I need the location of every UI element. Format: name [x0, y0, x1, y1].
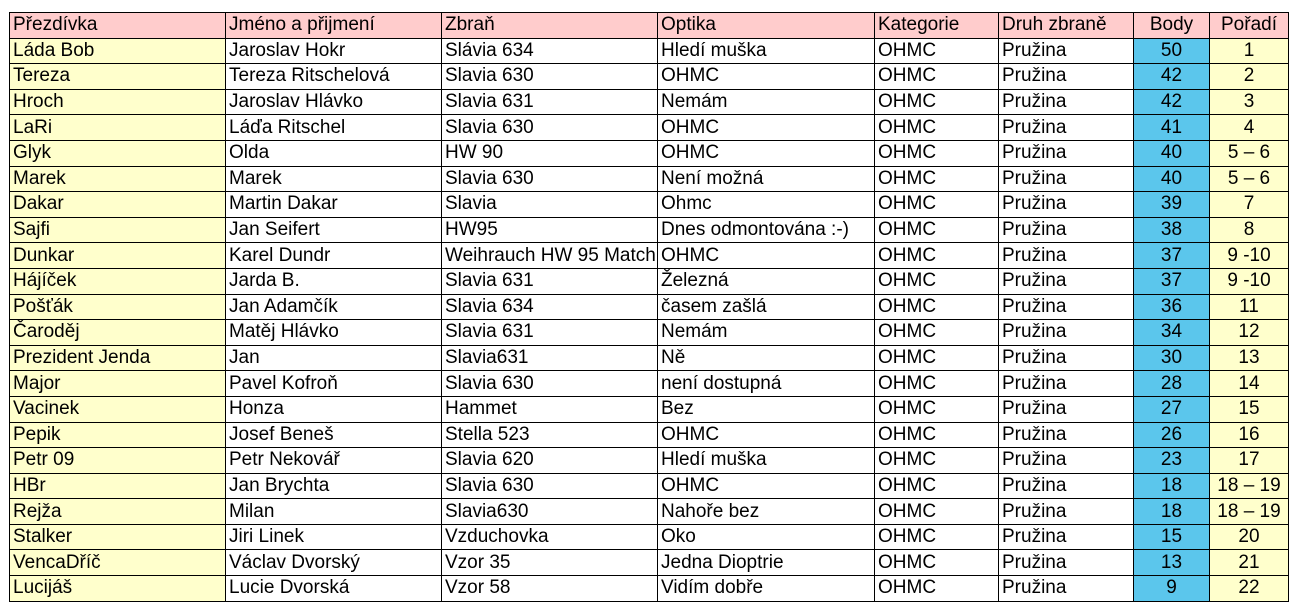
- cell-rank: 3: [1210, 89, 1289, 115]
- cell-category: OHMC: [875, 166, 999, 192]
- table-row: [10, 320, 1289, 346]
- cell-optics: Nahoře bez: [658, 499, 875, 525]
- cell-optics: OHMC: [658, 473, 875, 499]
- cell-nickname: Prezident Jenda: [10, 345, 226, 371]
- cell-weapon-type: Pružina: [999, 448, 1134, 474]
- cell-nickname: Láda Bob: [10, 38, 226, 64]
- table-row: [10, 192, 1289, 218]
- cell-rank: 5 – 6: [1210, 140, 1289, 166]
- table-row: [10, 140, 1289, 166]
- cell-nickname: Dunkar: [10, 243, 226, 269]
- cell-category: OHMC: [875, 345, 999, 371]
- cell-points: 40: [1134, 140, 1210, 166]
- table-body: [10, 38, 1289, 601]
- cell-category: OHMC: [875, 320, 999, 346]
- cell-category: OHMC: [875, 115, 999, 141]
- cell-optics: Vidím dobře: [658, 576, 875, 602]
- cell-rank: 18 – 19: [1210, 473, 1289, 499]
- cell-category: OHMC: [875, 217, 999, 243]
- cell-points: 13: [1134, 550, 1210, 576]
- cell-name: Milan: [226, 499, 442, 525]
- cell-rank: 7: [1210, 192, 1289, 218]
- cell-weapon: Slavia631: [442, 345, 658, 371]
- header-optics: Optika: [658, 13, 875, 39]
- table-row: [10, 64, 1289, 90]
- cell-optics: OHMC: [658, 64, 875, 90]
- cell-rank: 9 -10: [1210, 268, 1289, 294]
- cell-nickname: Sajfi: [10, 217, 226, 243]
- cell-rank: 14: [1210, 371, 1289, 397]
- table-row: [10, 115, 1289, 141]
- cell-name: Jaroslav Hlávko: [226, 89, 442, 115]
- cell-weapon-type: Pružina: [999, 499, 1134, 525]
- table-row: [10, 396, 1289, 422]
- header-row: [10, 13, 1289, 39]
- cell-weapon: Slavia 630: [442, 371, 658, 397]
- cell-points: 28: [1134, 371, 1210, 397]
- table-row: [10, 448, 1289, 474]
- cell-category: OHMC: [875, 140, 999, 166]
- table-row: [10, 294, 1289, 320]
- cell-weapon: Slavia 631: [442, 268, 658, 294]
- cell-name: Jan Brychta: [226, 473, 442, 499]
- cell-category: OHMC: [875, 38, 999, 64]
- table-row: [10, 371, 1289, 397]
- cell-category: OHMC: [875, 294, 999, 320]
- cell-weapon-type: Pružina: [999, 115, 1134, 141]
- cell-weapon-type: Pružina: [999, 345, 1134, 371]
- cell-weapon: Stella 523: [442, 422, 658, 448]
- cell-nickname: Tereza: [10, 64, 226, 90]
- cell-weapon-type: Pružina: [999, 89, 1134, 115]
- results-table: [9, 12, 1289, 602]
- cell-optics: OHMC: [658, 140, 875, 166]
- cell-nickname: Glyk: [10, 140, 226, 166]
- cell-name: Láďa Ritschel: [226, 115, 442, 141]
- cell-rank: 16: [1210, 422, 1289, 448]
- cell-weapon-type: Pružina: [999, 140, 1134, 166]
- cell-points: 18: [1134, 473, 1210, 499]
- header-weapon: Zbraň: [442, 13, 658, 39]
- cell-points: 40: [1134, 166, 1210, 192]
- table-row: [10, 89, 1289, 115]
- cell-rank: 12: [1210, 320, 1289, 346]
- cell-weapon: HW 90: [442, 140, 658, 166]
- cell-optics: Oko: [658, 524, 875, 550]
- cell-name: Lucie Dvorská: [226, 576, 442, 602]
- cell-nickname: Dakar: [10, 192, 226, 218]
- cell-weapon-type: Pružina: [999, 192, 1134, 218]
- cell-weapon-type: Pružina: [999, 243, 1134, 269]
- cell-nickname: Marek: [10, 166, 226, 192]
- cell-points: 38: [1134, 217, 1210, 243]
- cell-category: OHMC: [875, 550, 999, 576]
- cell-points: 37: [1134, 268, 1210, 294]
- cell-weapon: Slavia 620: [442, 448, 658, 474]
- cell-name: Jan: [226, 345, 442, 371]
- cell-name: Martin Dakar: [226, 192, 442, 218]
- cell-points: 34: [1134, 320, 1210, 346]
- cell-rank: 17: [1210, 448, 1289, 474]
- cell-name: Karel Dundr: [226, 243, 442, 269]
- cell-rank: 9 -10: [1210, 243, 1289, 269]
- header-category: Kategorie: [875, 13, 999, 39]
- cell-optics: Dnes odmontována :-): [658, 217, 875, 243]
- cell-nickname: HBr: [10, 473, 226, 499]
- table-row: [10, 268, 1289, 294]
- cell-rank: 11: [1210, 294, 1289, 320]
- cell-rank: 22: [1210, 576, 1289, 602]
- header-weapon-type: Druh zbraně: [999, 13, 1134, 39]
- cell-weapon: Slavia 630: [442, 473, 658, 499]
- cell-rank: 15: [1210, 396, 1289, 422]
- cell-nickname: Čaroděj: [10, 320, 226, 346]
- cell-optics: Nemám: [658, 320, 875, 346]
- cell-nickname: Major: [10, 371, 226, 397]
- cell-weapon-type: Pružina: [999, 422, 1134, 448]
- cell-category: OHMC: [875, 268, 999, 294]
- cell-weapon-type: Pružina: [999, 217, 1134, 243]
- cell-weapon-type: Pružina: [999, 550, 1134, 576]
- cell-weapon: Vzor 58: [442, 576, 658, 602]
- cell-rank: 21: [1210, 550, 1289, 576]
- cell-name: Jaroslav Hokr: [226, 38, 442, 64]
- cell-nickname: Hroch: [10, 89, 226, 115]
- cell-category: OHMC: [875, 64, 999, 90]
- cell-weapon-type: Pružina: [999, 64, 1134, 90]
- cell-weapon-type: Pružina: [999, 294, 1134, 320]
- cell-optics: Železná: [658, 268, 875, 294]
- cell-weapon-type: Pružina: [999, 576, 1134, 602]
- header-name: Jméno a přijmení: [226, 13, 442, 39]
- cell-optics: časem zašlá: [658, 294, 875, 320]
- cell-name: Jan Seifert: [226, 217, 442, 243]
- cell-nickname: Petr 09: [10, 448, 226, 474]
- results-sheet: [9, 12, 1289, 602]
- cell-weapon: Slavia 631: [442, 320, 658, 346]
- cell-name: Jan Adamčík: [226, 294, 442, 320]
- table-row: [10, 473, 1289, 499]
- cell-points: 15: [1134, 524, 1210, 550]
- cell-optics: Jedna Dioptrie: [658, 550, 875, 576]
- cell-weapon-type: Pružina: [999, 38, 1134, 64]
- cell-rank: 5 – 6: [1210, 166, 1289, 192]
- cell-weapon-type: Pružina: [999, 396, 1134, 422]
- table-row: [10, 345, 1289, 371]
- cell-nickname: Stalker: [10, 524, 226, 550]
- cell-nickname: VencaDříč: [10, 550, 226, 576]
- table-row: [10, 217, 1289, 243]
- cell-points: 41: [1134, 115, 1210, 141]
- cell-rank: 13: [1210, 345, 1289, 371]
- table-row: [10, 243, 1289, 269]
- cell-weapon: Weihrauch HW 95 Match: [442, 243, 658, 269]
- cell-category: OHMC: [875, 576, 999, 602]
- cell-rank: 18 – 19: [1210, 499, 1289, 525]
- cell-weapon: Vzduchovka: [442, 524, 658, 550]
- cell-category: OHMC: [875, 499, 999, 525]
- cell-category: OHMC: [875, 243, 999, 269]
- cell-name: Jiri Linek: [226, 524, 442, 550]
- cell-points: 42: [1134, 89, 1210, 115]
- cell-weapon: Slavia630: [442, 499, 658, 525]
- cell-weapon: Hammet: [442, 396, 658, 422]
- cell-weapon: HW95: [442, 217, 658, 243]
- cell-name: Matěj Hlávko: [226, 320, 442, 346]
- cell-weapon: Slavia 634: [442, 294, 658, 320]
- cell-weapon: Slavia 630: [442, 115, 658, 141]
- header-points: Body: [1134, 13, 1210, 39]
- cell-weapon: Slavia: [442, 192, 658, 218]
- cell-points: 39: [1134, 192, 1210, 218]
- cell-optics: Bez: [658, 396, 875, 422]
- cell-optics: OHMC: [658, 243, 875, 269]
- cell-weapon-type: Pružina: [999, 268, 1134, 294]
- cell-points: 9: [1134, 576, 1210, 602]
- cell-optics: Hledí muška: [658, 448, 875, 474]
- cell-optics: Není možná: [658, 166, 875, 192]
- cell-name: Pavel Kofroň: [226, 371, 442, 397]
- cell-nickname: Vacinek: [10, 396, 226, 422]
- cell-name: Olda: [226, 140, 442, 166]
- cell-optics: OHMC: [658, 422, 875, 448]
- cell-nickname: Hájíček: [10, 268, 226, 294]
- cell-name: Václav Dvorský: [226, 550, 442, 576]
- cell-points: 42: [1134, 64, 1210, 90]
- cell-optics: OHMC: [658, 115, 875, 141]
- cell-points: 26: [1134, 422, 1210, 448]
- cell-rank: 1: [1210, 38, 1289, 64]
- cell-category: OHMC: [875, 524, 999, 550]
- cell-optics: Hledí muška: [658, 38, 875, 64]
- cell-weapon: Slavia 630: [442, 64, 658, 90]
- cell-weapon: Vzor 35: [442, 550, 658, 576]
- cell-name: Honza: [226, 396, 442, 422]
- cell-category: OHMC: [875, 371, 999, 397]
- table-row: [10, 576, 1289, 602]
- cell-weapon-type: Pružina: [999, 371, 1134, 397]
- cell-rank: 4: [1210, 115, 1289, 141]
- cell-nickname: Pepik: [10, 422, 226, 448]
- cell-points: 37: [1134, 243, 1210, 269]
- cell-points: 18: [1134, 499, 1210, 525]
- cell-optics: Ně: [658, 345, 875, 371]
- cell-name: Jarda B.: [226, 268, 442, 294]
- table-row: [10, 38, 1289, 64]
- cell-optics: není dostupná: [658, 371, 875, 397]
- cell-rank: 20: [1210, 524, 1289, 550]
- cell-weapon-type: Pružina: [999, 166, 1134, 192]
- cell-category: OHMC: [875, 448, 999, 474]
- cell-category: OHMC: [875, 396, 999, 422]
- cell-points: 36: [1134, 294, 1210, 320]
- header-rank: Pořadí: [1210, 13, 1289, 39]
- cell-rank: 2: [1210, 64, 1289, 90]
- cell-optics: Ohmc: [658, 192, 875, 218]
- cell-name: Tereza Ritschelová: [226, 64, 442, 90]
- table-row: [10, 550, 1289, 576]
- cell-weapon-type: Pružina: [999, 524, 1134, 550]
- header-nickname: Přezdívka: [10, 13, 226, 39]
- cell-name: Petr Nekovář: [226, 448, 442, 474]
- cell-points: 27: [1134, 396, 1210, 422]
- cell-weapon: Slavia 630: [442, 166, 658, 192]
- cell-weapon-type: Pružina: [999, 473, 1134, 499]
- cell-weapon: Slávia 634: [442, 38, 658, 64]
- cell-nickname: Pošťák: [10, 294, 226, 320]
- table-row: [10, 166, 1289, 192]
- cell-category: OHMC: [875, 89, 999, 115]
- cell-name: Josef Beneš: [226, 422, 442, 448]
- cell-nickname: Rejža: [10, 499, 226, 525]
- cell-nickname: Lucijáš: [10, 576, 226, 602]
- cell-name: Marek: [226, 166, 442, 192]
- table-row: [10, 499, 1289, 525]
- cell-optics: Nemám: [658, 89, 875, 115]
- cell-category: OHMC: [875, 473, 999, 499]
- cell-category: OHMC: [875, 192, 999, 218]
- cell-weapon: Slavia 631: [442, 89, 658, 115]
- table-row: [10, 524, 1289, 550]
- cell-nickname: LaRi: [10, 115, 226, 141]
- cell-points: 30: [1134, 345, 1210, 371]
- cell-weapon-type: Pružina: [999, 320, 1134, 346]
- cell-category: OHMC: [875, 422, 999, 448]
- cell-points: 50: [1134, 38, 1210, 64]
- cell-points: 23: [1134, 448, 1210, 474]
- cell-rank: 8: [1210, 217, 1289, 243]
- table-row: [10, 422, 1289, 448]
